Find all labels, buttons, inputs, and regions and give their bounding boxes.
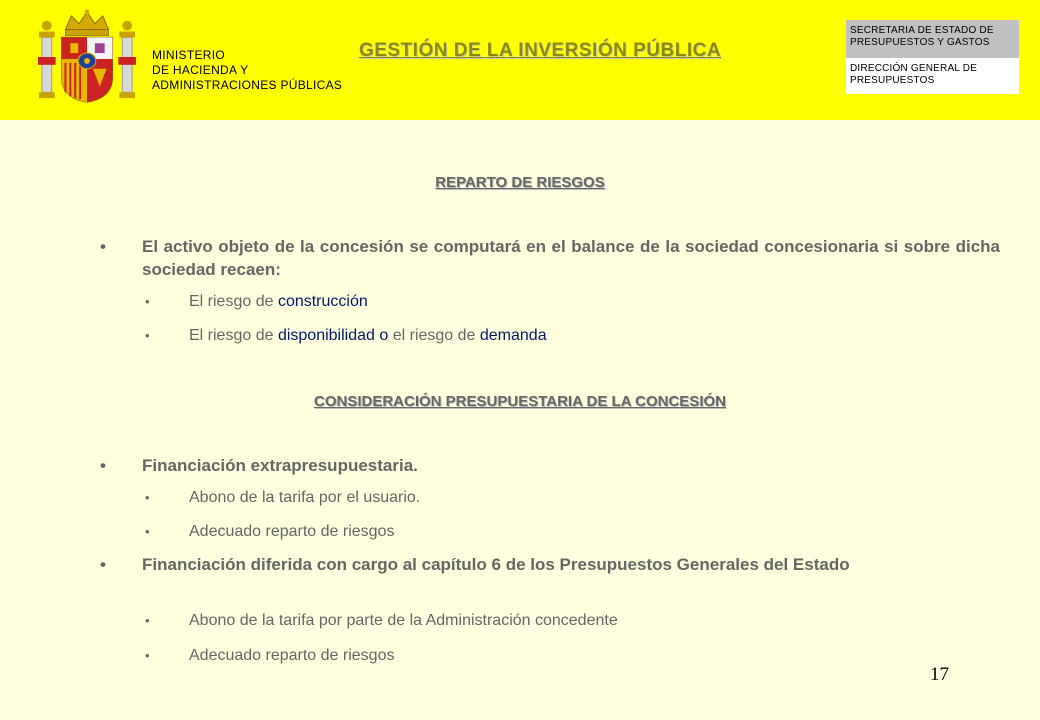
sub-bullet-text: Adecuado reparto de riesgos bbox=[189, 647, 395, 664]
header-bar bbox=[0, 0, 1040, 120]
sub-bullet-text: Abono de la tarifa por el usuario. bbox=[189, 489, 421, 506]
term-demanda: demanda bbox=[479, 327, 547, 344]
bullet-dot: • bbox=[100, 237, 106, 256]
bullet-dot: • bbox=[145, 524, 150, 539]
coat-of-arms-icon bbox=[38, 8, 136, 106]
bullet-text: Financiación extrapresupuestaria. bbox=[142, 456, 418, 475]
text-prefix: El riesgo de bbox=[189, 327, 278, 344]
bullet-activo bbox=[100, 235, 1000, 281]
sub-bullet-text: Adecuado reparto de riesgos bbox=[189, 523, 395, 540]
ministry-line: ADMINISTRACIONES PÚBLICAS bbox=[152, 78, 343, 92]
direccion-box bbox=[846, 58, 1019, 94]
bullet-dot: • bbox=[145, 328, 150, 343]
text-mid: el riesgo de bbox=[388, 327, 480, 344]
section-heading-reparto: REPARTO DE RIESGOS bbox=[435, 174, 605, 191]
term-construccion: construcción bbox=[277, 293, 368, 310]
direccion-line: DIRECCIÓN GENERAL DE bbox=[850, 63, 977, 74]
direccion-line: PRESUPUESTOS bbox=[850, 75, 935, 86]
ministry-line: MINISTERIO bbox=[152, 48, 226, 62]
bullet-extrapresupuestaria bbox=[100, 454, 1000, 477]
sub-bullet-construccion bbox=[145, 292, 1005, 312]
sub-bullet-text bbox=[189, 326, 1005, 346]
page-number: 17 bbox=[930, 664, 949, 685]
bullet-diferida bbox=[100, 553, 1000, 576]
secretaria-line: PRESUPUESTOS Y GASTOS bbox=[850, 37, 990, 48]
sub-bullet-tarifa-administracion bbox=[145, 611, 1005, 631]
secretaria-box bbox=[846, 20, 1019, 58]
sub-bullet-text bbox=[189, 292, 1005, 312]
secretaria-line: SECRETARIA DE ESTADO DE bbox=[850, 25, 994, 36]
term-or: o bbox=[379, 327, 389, 344]
ministry-line: DE HACIENDA Y bbox=[152, 63, 249, 77]
bullet-dot: • bbox=[145, 648, 150, 663]
bullet-text: El activo objeto de la concesión se computará en el balance de la sociedad concesionaria si sobre dicha sociedad recaen: bbox=[142, 237, 1000, 279]
bullet-dot: • bbox=[145, 294, 150, 309]
bullet-dot: • bbox=[145, 613, 150, 628]
bullet-text: Financiación diferida con cargo al capítulo 6 de los Presupuestos Generales del Estado bbox=[142, 555, 850, 574]
sub-bullet-disponibilidad bbox=[145, 326, 1005, 346]
sub-bullet-reparto-1 bbox=[145, 522, 1005, 542]
page-title: GESTIÓN DE LA INVERSIÓN PÚBLICA bbox=[358, 40, 722, 61]
sub-bullet-reparto-2 bbox=[145, 646, 1005, 666]
section-heading-consideracion: CONSIDERACIÓN PRESUPUESTARIA DE LA CONCESIÓN bbox=[314, 393, 726, 410]
bullet-dot: • bbox=[145, 490, 150, 505]
bullet-dot: • bbox=[100, 555, 106, 574]
sub-bullet-tarifa-usuario bbox=[145, 488, 1005, 508]
bullet-dot: • bbox=[100, 456, 106, 475]
sub-bullet-text: Abono de la tarifa por parte de la Administración concedente bbox=[189, 612, 618, 629]
text-prefix: El riesgo de bbox=[189, 293, 278, 310]
term-disponibilidad: disponibilidad bbox=[277, 327, 375, 344]
